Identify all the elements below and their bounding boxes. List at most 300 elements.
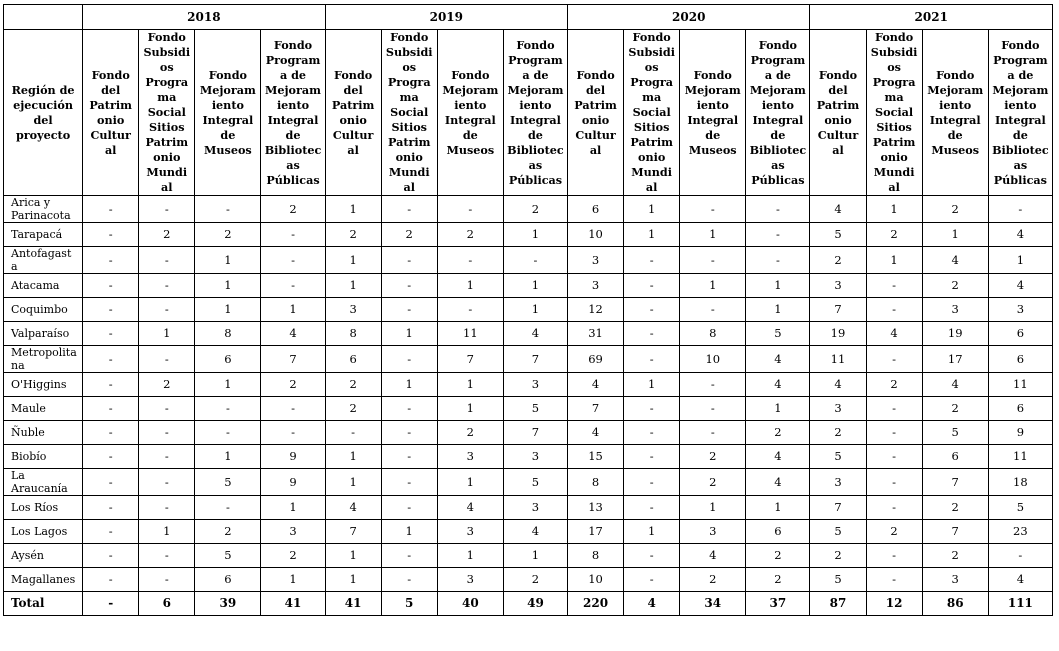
value-cell: - (381, 421, 437, 445)
table-row (4, 520, 1053, 544)
fund-header-2018-3: Fondo Mejoram iento Integral de Museos (195, 30, 261, 196)
value-cell: 1 (195, 445, 261, 469)
total-value-cell: 41 (325, 592, 381, 616)
value-cell: 1 (325, 274, 381, 298)
value-cell: 9 (988, 421, 1052, 445)
value-cell: 6 (988, 346, 1052, 373)
fund-header-2019-2: Fondo Subsidi os Progra ma Social Sitios Patrim onio Mundi al (381, 30, 437, 196)
value-cell: 1 (437, 373, 503, 397)
value-cell: - (988, 196, 1052, 223)
value-cell: - (624, 568, 680, 592)
value-cell: - (139, 397, 195, 421)
value-cell: 1 (437, 469, 503, 496)
year-header-row (4, 5, 1053, 30)
value-cell: - (83, 496, 139, 520)
value-cell: 13 (568, 496, 624, 520)
value-cell: - (503, 247, 567, 274)
value-cell: - (624, 421, 680, 445)
value-cell: 1 (195, 247, 261, 274)
value-cell: - (195, 196, 261, 223)
value-cell: - (139, 445, 195, 469)
value-cell: 2 (139, 373, 195, 397)
value-cell: 1 (437, 544, 503, 568)
fund-header-2018-2: Fondo Subsidi os Progra ma Social Sitios Patrim onio Mundi al (139, 30, 195, 196)
region-cell: Coquimbo (4, 298, 83, 322)
value-cell: - (381, 469, 437, 496)
value-cell: 2 (746, 421, 810, 445)
value-cell: 5 (195, 544, 261, 568)
value-cell: 3 (988, 298, 1052, 322)
region-cell: La Araucanía (4, 469, 83, 496)
value-cell: 1 (746, 274, 810, 298)
value-cell: 4 (503, 520, 567, 544)
value-cell: - (624, 298, 680, 322)
value-cell: - (624, 496, 680, 520)
value-cell: 1 (624, 196, 680, 223)
value-cell: - (866, 274, 922, 298)
value-cell: 10 (568, 568, 624, 592)
total-value-cell: - (83, 592, 139, 616)
value-cell: 1 (261, 496, 325, 520)
value-cell: - (381, 346, 437, 373)
value-cell: 5 (503, 469, 567, 496)
value-cell: 1 (624, 520, 680, 544)
value-cell: - (866, 445, 922, 469)
value-cell: - (83, 544, 139, 568)
value-cell: 2 (195, 223, 261, 247)
value-cell: 4 (746, 445, 810, 469)
value-cell: 3 (810, 274, 866, 298)
table-row (4, 373, 1053, 397)
value-cell: - (746, 247, 810, 274)
value-cell: - (866, 496, 922, 520)
value-cell: 11 (810, 346, 866, 373)
value-cell: - (437, 196, 503, 223)
value-cell: 3 (437, 568, 503, 592)
value-cell: - (680, 373, 746, 397)
year-header-2020: 2020 (568, 5, 810, 30)
value-cell: - (83, 346, 139, 373)
value-cell: - (624, 469, 680, 496)
value-cell: 7 (437, 346, 503, 373)
region-column-header: Región de ejecución del proyecto (4, 30, 83, 196)
value-cell: 3 (437, 520, 503, 544)
value-cell: 1 (503, 544, 567, 568)
region-cell: Tarapacá (4, 223, 83, 247)
value-cell: 3 (503, 496, 567, 520)
region-cell: Aysén (4, 544, 83, 568)
value-cell: 4 (988, 223, 1052, 247)
value-cell: - (139, 247, 195, 274)
fund-header-2020-3: Fondo Mejoram iento Integral de Museos (680, 30, 746, 196)
value-cell: - (381, 247, 437, 274)
value-cell: - (866, 568, 922, 592)
table-row (4, 445, 1053, 469)
value-cell: 1 (503, 223, 567, 247)
value-cell: 18 (988, 469, 1052, 496)
value-cell: - (83, 568, 139, 592)
value-cell: 7 (261, 346, 325, 373)
value-cell: 4 (988, 568, 1052, 592)
table-row (4, 496, 1053, 520)
value-cell: 17 (568, 520, 624, 544)
value-cell: 2 (680, 469, 746, 496)
value-cell: - (325, 421, 381, 445)
value-cell: - (746, 196, 810, 223)
value-cell: 2 (922, 544, 988, 568)
value-cell: - (83, 247, 139, 274)
value-cell: - (139, 544, 195, 568)
value-cell: - (83, 373, 139, 397)
value-cell: 1 (866, 196, 922, 223)
value-cell: 31 (568, 322, 624, 346)
value-cell: - (195, 397, 261, 421)
value-cell: 6 (325, 346, 381, 373)
value-cell: 2 (437, 421, 503, 445)
value-cell: - (866, 298, 922, 322)
value-cell: 7 (810, 298, 866, 322)
total-label: Total (4, 592, 83, 616)
value-cell: 6 (988, 322, 1052, 346)
value-cell: 2 (381, 223, 437, 247)
value-cell: 1 (325, 568, 381, 592)
value-cell: 8 (195, 322, 261, 346)
fund-header-2019-3: Fondo Mejoram iento Integral de Museos (437, 30, 503, 196)
value-cell: 4 (746, 373, 810, 397)
value-cell: 4 (568, 373, 624, 397)
value-cell: 7 (568, 397, 624, 421)
value-cell: - (139, 274, 195, 298)
table-body (4, 196, 1053, 616)
table-row (4, 322, 1053, 346)
value-cell: 4 (437, 496, 503, 520)
value-cell: 1 (437, 274, 503, 298)
value-cell: 9 (261, 469, 325, 496)
value-cell: 2 (503, 196, 567, 223)
value-cell: 1 (746, 298, 810, 322)
region-cell: Magallanes (4, 568, 83, 592)
value-cell: - (139, 196, 195, 223)
value-cell: 1 (680, 274, 746, 298)
table-row (4, 346, 1053, 373)
value-cell: 3 (503, 445, 567, 469)
value-cell: 6 (195, 568, 261, 592)
value-cell: 3 (325, 298, 381, 322)
value-cell: - (261, 223, 325, 247)
value-cell: 5 (810, 568, 866, 592)
value-cell: 1 (381, 373, 437, 397)
value-cell: - (381, 274, 437, 298)
value-cell: 2 (866, 520, 922, 544)
value-cell: - (83, 322, 139, 346)
value-cell: 8 (680, 322, 746, 346)
fund-header-2018-4: Fondo Program a de Mejoram iento Integral de Bibliotec as Públicas (261, 30, 325, 196)
value-cell: - (866, 346, 922, 373)
fund-header-2020-4: Fondo Program a de Mejoram iento Integral de Bibliotec as Públicas (746, 30, 810, 196)
fund-header-2018-1: Fondo del Patrim onio Cultur al (83, 30, 139, 196)
value-cell: 5 (922, 421, 988, 445)
value-cell: 6 (922, 445, 988, 469)
total-value-cell: 40 (437, 592, 503, 616)
value-cell: - (83, 223, 139, 247)
year-header-2019: 2019 (325, 5, 567, 30)
value-cell: - (624, 322, 680, 346)
value-cell: 2 (810, 421, 866, 445)
value-cell: - (680, 196, 746, 223)
value-cell: - (381, 397, 437, 421)
value-cell: 3 (922, 568, 988, 592)
value-cell: 1 (503, 274, 567, 298)
value-cell: 4 (746, 469, 810, 496)
value-cell: - (381, 298, 437, 322)
fund-header-2020-2: Fondo Subsidi os Progra ma Social Sitios Patrim onio Mundi al (624, 30, 680, 196)
value-cell: - (139, 346, 195, 373)
value-cell: 1 (325, 544, 381, 568)
value-cell: - (680, 421, 746, 445)
value-cell: 2 (437, 223, 503, 247)
value-cell: - (195, 421, 261, 445)
value-cell: 7 (503, 346, 567, 373)
value-cell: 2 (746, 568, 810, 592)
value-cell: 4 (922, 247, 988, 274)
value-cell: 12 (568, 298, 624, 322)
value-cell: 5 (810, 520, 866, 544)
value-cell: 2 (922, 196, 988, 223)
value-cell: 3 (568, 247, 624, 274)
value-cell: - (261, 247, 325, 274)
total-value-cell: 87 (810, 592, 866, 616)
value-cell: 4 (568, 421, 624, 445)
value-cell: - (83, 298, 139, 322)
value-cell: 5 (988, 496, 1052, 520)
value-cell: 1 (922, 223, 988, 247)
value-cell: 15 (568, 445, 624, 469)
total-row (4, 592, 1053, 616)
value-cell: - (139, 469, 195, 496)
value-cell: - (866, 469, 922, 496)
table-row (4, 469, 1053, 496)
value-cell: 5 (810, 445, 866, 469)
table-row (4, 298, 1053, 322)
value-cell: - (381, 196, 437, 223)
fund-header-2019-4: Fondo Program a de Mejoram iento Integral de Bibliotec as Públicas (503, 30, 567, 196)
fund-header-2020-1: Fondo del Patrim onio Cultur al (568, 30, 624, 196)
value-cell: 1 (503, 298, 567, 322)
value-cell: 2 (503, 568, 567, 592)
value-cell: 1 (195, 298, 261, 322)
value-cell: - (83, 445, 139, 469)
year-header-2018: 2018 (83, 5, 325, 30)
value-cell: 69 (568, 346, 624, 373)
value-cell: - (866, 421, 922, 445)
total-value-cell: 4 (624, 592, 680, 616)
total-value-cell: 6 (139, 592, 195, 616)
value-cell: 1 (680, 496, 746, 520)
value-cell: 1 (624, 373, 680, 397)
value-cell: 4 (922, 373, 988, 397)
value-cell: 4 (810, 196, 866, 223)
value-cell: 3 (922, 298, 988, 322)
region-cell: Valparaíso (4, 322, 83, 346)
value-cell: 11 (988, 445, 1052, 469)
value-cell: 7 (810, 496, 866, 520)
value-cell: 3 (503, 373, 567, 397)
value-cell: 4 (746, 346, 810, 373)
value-cell: - (624, 544, 680, 568)
table-row (4, 196, 1053, 223)
value-cell: 4 (810, 373, 866, 397)
total-value-cell: 49 (503, 592, 567, 616)
value-cell: - (988, 544, 1052, 568)
value-cell: - (680, 298, 746, 322)
value-cell: 1 (195, 274, 261, 298)
region-cell: O'Higgins (4, 373, 83, 397)
value-cell: - (624, 397, 680, 421)
total-value-cell: 34 (680, 592, 746, 616)
value-cell: 7 (922, 469, 988, 496)
value-cell: - (139, 496, 195, 520)
value-cell: - (261, 421, 325, 445)
value-cell: 2 (139, 223, 195, 247)
value-cell: - (83, 469, 139, 496)
value-cell: - (381, 496, 437, 520)
value-cell: - (83, 520, 139, 544)
value-cell: 5 (810, 223, 866, 247)
fund-header-2021-1: Fondo del Patrim onio Cultur al (810, 30, 866, 196)
value-cell: - (437, 247, 503, 274)
value-cell: 10 (680, 346, 746, 373)
value-cell: - (261, 274, 325, 298)
value-cell: - (680, 397, 746, 421)
value-cell: 1 (746, 397, 810, 421)
table-row (4, 274, 1053, 298)
value-cell: 1 (437, 397, 503, 421)
region-cell: Ñuble (4, 421, 83, 445)
value-cell: - (195, 496, 261, 520)
value-cell: - (746, 223, 810, 247)
value-cell: 8 (568, 544, 624, 568)
value-cell: 2 (261, 373, 325, 397)
fund-header-2021-2: Fondo Subsidi os Progra ma Social Sitios Patrim onio Mundi al (866, 30, 922, 196)
value-cell: 17 (922, 346, 988, 373)
fund-header-2019-1: Fondo del Patrim onio Cultur al (325, 30, 381, 196)
value-cell: 1 (325, 445, 381, 469)
value-cell: 7 (503, 421, 567, 445)
total-value-cell: 39 (195, 592, 261, 616)
value-cell: 2 (922, 274, 988, 298)
value-cell: - (680, 247, 746, 274)
region-cell: Los Ríos (4, 496, 83, 520)
value-cell: - (83, 274, 139, 298)
region-cell: Metropolita na (4, 346, 83, 373)
value-cell: - (83, 397, 139, 421)
value-cell: - (83, 196, 139, 223)
total-value-cell: 111 (988, 592, 1052, 616)
value-cell: 1 (139, 322, 195, 346)
value-cell: 2 (922, 496, 988, 520)
value-cell: 19 (922, 322, 988, 346)
table-row (4, 247, 1053, 274)
value-cell: 4 (261, 322, 325, 346)
value-cell: 1 (325, 247, 381, 274)
value-cell: - (83, 421, 139, 445)
value-cell: 1 (624, 223, 680, 247)
value-cell: 2 (746, 544, 810, 568)
empty-corner-cell (4, 5, 83, 30)
value-cell: 5 (195, 469, 261, 496)
value-cell: 2 (810, 247, 866, 274)
value-cell: 1 (261, 568, 325, 592)
value-cell: 1 (325, 469, 381, 496)
value-cell: - (139, 298, 195, 322)
value-cell: - (381, 544, 437, 568)
total-value-cell: 220 (568, 592, 624, 616)
value-cell: 2 (261, 544, 325, 568)
value-cell: - (624, 445, 680, 469)
value-cell: 6 (568, 196, 624, 223)
value-cell: 1 (381, 520, 437, 544)
value-cell: 4 (325, 496, 381, 520)
value-cell: 1 (261, 298, 325, 322)
value-cell: 2 (680, 445, 746, 469)
value-cell: 7 (922, 520, 988, 544)
value-cell: 11 (988, 373, 1052, 397)
table-row (4, 223, 1053, 247)
table-row (4, 544, 1053, 568)
region-cell: Arica y Parinacota (4, 196, 83, 223)
value-cell: - (381, 445, 437, 469)
fund-header-row (4, 30, 1053, 196)
value-cell: 9 (261, 445, 325, 469)
region-cell: Los Lagos (4, 520, 83, 544)
value-cell: 2 (261, 196, 325, 223)
table-row (4, 421, 1053, 445)
value-cell: 4 (866, 322, 922, 346)
value-cell: 4 (680, 544, 746, 568)
value-cell: 3 (568, 274, 624, 298)
value-cell: 3 (261, 520, 325, 544)
value-cell: 5 (746, 322, 810, 346)
region-cell: Antofagast a (4, 247, 83, 274)
value-cell: 5 (503, 397, 567, 421)
value-cell: 3 (810, 397, 866, 421)
region-cell: Atacama (4, 274, 83, 298)
total-value-cell: 41 (261, 592, 325, 616)
value-cell: 2 (195, 520, 261, 544)
value-cell: 10 (568, 223, 624, 247)
table-row (4, 568, 1053, 592)
value-cell: - (624, 247, 680, 274)
year-header-2021: 2021 (810, 5, 1053, 30)
value-cell: 2 (810, 544, 866, 568)
value-cell: 2 (325, 397, 381, 421)
value-cell: 1 (866, 247, 922, 274)
total-value-cell: 37 (746, 592, 810, 616)
value-cell: 1 (139, 520, 195, 544)
funds-by-region-table (3, 4, 1053, 616)
value-cell: 6 (195, 346, 261, 373)
value-cell: 2 (325, 223, 381, 247)
fund-header-2021-3: Fondo Mejoram iento Integral de Museos (922, 30, 988, 196)
value-cell: 1 (680, 223, 746, 247)
value-cell: - (261, 397, 325, 421)
value-cell: 7 (325, 520, 381, 544)
value-cell: 2 (866, 373, 922, 397)
value-cell: 4 (988, 274, 1052, 298)
total-value-cell: 12 (866, 592, 922, 616)
value-cell: - (866, 397, 922, 421)
value-cell: 19 (810, 322, 866, 346)
